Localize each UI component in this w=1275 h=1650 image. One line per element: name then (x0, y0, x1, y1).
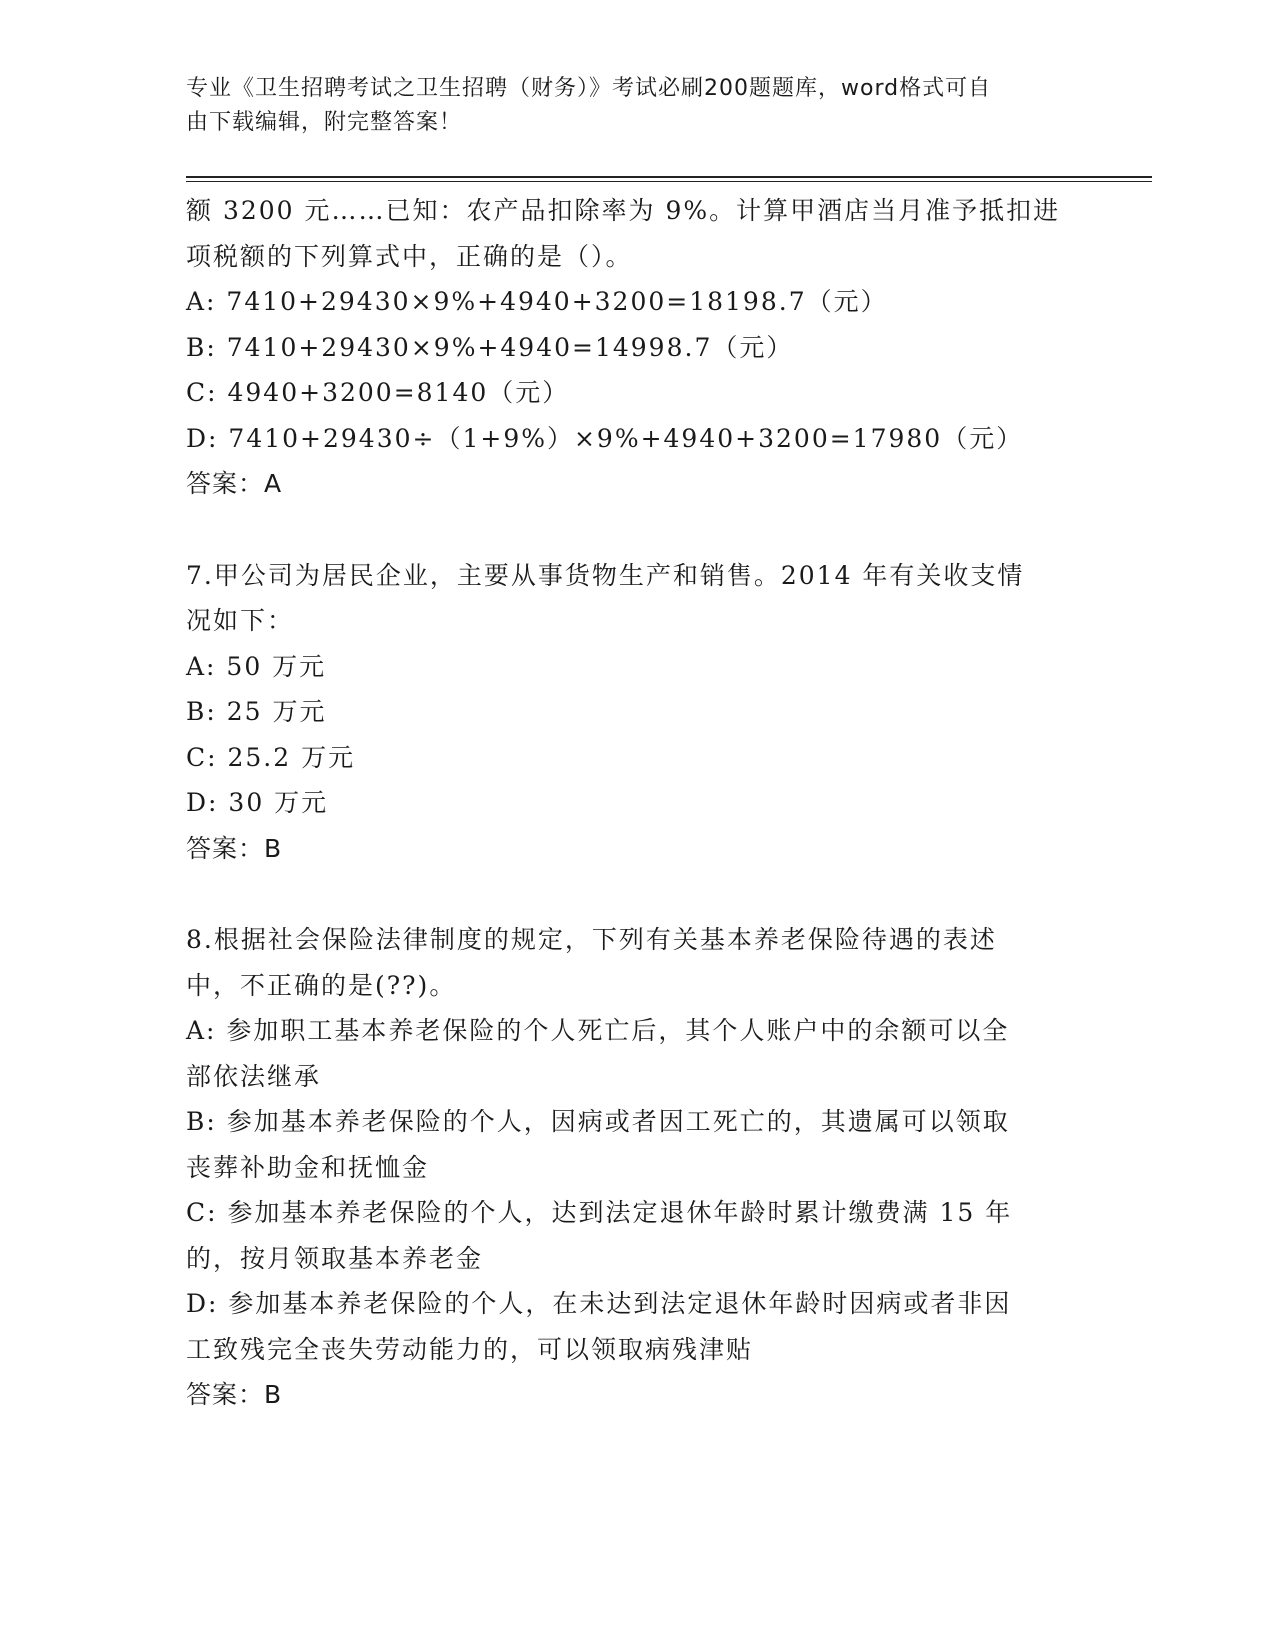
option-d-continued: 工致残完全丧失劳动能力的，可以领取病残津贴 (186, 1334, 754, 1364)
option-b-continued: 丧葬补助金和抚恤金 (186, 1152, 430, 1182)
question-stem-line: 额 3200 元……已知：农产品扣除率为 9%。计算甲酒店当月准予抵扣进 (186, 196, 1061, 225)
option-a: A: 7410+29430×9%+4940+3200=18198.7（元） (186, 287, 888, 316)
header-rule-thin (186, 181, 1152, 182)
question-stem-line: 项税额的下列算式中，正确的是（）。 (186, 241, 633, 271)
answer-line: 答案：B (186, 833, 283, 863)
option-c: C: 参加基本养老保险的个人，达到法定退休年龄时累计缴费满 15 年 (186, 1198, 1013, 1227)
question-stem-line: 况如下： (186, 606, 295, 635)
header-line-1: 专业《卫生招聘考试之卫生招聘（财务）》考试必刷200题题库，word格式可自 (186, 76, 992, 101)
question-stem-line: 7.甲公司为居民企业，主要从事货物生产和销售。2014 年有关收支情 (186, 560, 1025, 590)
option-b: B: 25 万元 (186, 697, 327, 726)
option-b: B: 7410+29430×9%+4940=14998.7（元） (186, 332, 794, 362)
option-c: C: 4940+3200=8140（元） (186, 378, 570, 407)
question-6 (186, 188, 1086, 507)
option-a-continued: 部依法继承 (186, 1061, 322, 1091)
answer-line: 答案：A (186, 469, 283, 498)
option-d: D: 30 万元 (186, 788, 329, 817)
option-d: D: 参加基本养老保险的个人，在未达到法定退休年龄时因病或者非因 (186, 1289, 1012, 1318)
spacer (186, 507, 1086, 553)
option-c-continued: 的，按月领取基本养老金 (186, 1243, 484, 1273)
header-rule-thick (186, 176, 1152, 178)
header-line-2: 由下载编辑，附完整答案！ (186, 110, 463, 135)
question-7 (186, 553, 1086, 872)
option-c: C: 25.2 万元 (186, 742, 356, 772)
spacer (186, 871, 1086, 917)
option-b: B: 参加基本养老保险的个人，因病或者因工死亡的，其遗属可以领取 (186, 1107, 1010, 1136)
answer-line: 答案：B (186, 1380, 283, 1409)
question-stem-line: 8.根据社会保险法律制度的规定，下列有关基本养老保险待遇的表述 (186, 925, 997, 954)
document-header (186, 72, 1086, 140)
question-list (186, 188, 1086, 1418)
option-d: D: 7410+29430÷（1+9%）×9%+4940+3200=17980（元） (186, 423, 1024, 453)
option-a: A: 50 万元 (186, 651, 327, 681)
question-stem-line: 中，不正确的是(??)。 (186, 970, 457, 1000)
question-8 (186, 917, 1086, 1418)
option-a: A: 参加职工基本养老保险的个人死亡后，其个人账户中的余额可以全 (186, 1016, 1010, 1045)
